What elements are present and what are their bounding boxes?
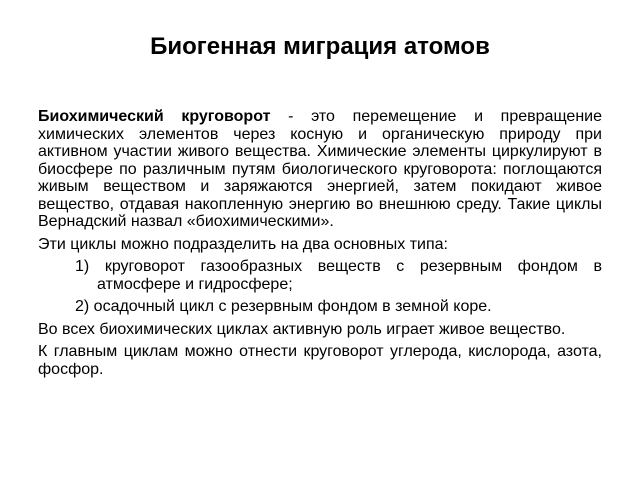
definition-text: - это перемещение и превращение химических элементов через косную и органическую природу при активном участии живого вещества. Химические элементы циркулируют в биосфере по различным путям биологического круговорота: поглощаются живым веществом и заряжаются энергией, затем покидают живое вещество, отдавая накопленную энергию во внешнюю среду. Такие циклы Вернадский назвал «биохимическими». [38, 108, 602, 230]
role-paragraph: Во всех биохимических циклах активную роль играет живое вещество. [38, 320, 566, 338]
types-intro: Эти циклы можно подразделить на два основных типа: [38, 235, 448, 253]
definition-term: Биохимический круговорот [38, 108, 271, 125]
list-item: 1) круговорот газообразных веществ с резервным фондом в атмосфере и гидросфере; [75, 258, 602, 293]
slide-body [38, 108, 602, 378]
definition-paragraph [38, 108, 602, 231]
list-item: 2) осадочный цикл с резервным фондом в земной коре. [75, 298, 492, 315]
slide-title: Биогенная миграция атомов [150, 33, 490, 60]
main-cycles-paragraph: К главным циклам можно отнести круговорот углерода, кислорода, азота, фосфор. [38, 343, 602, 378]
types-list [38, 258, 602, 316]
